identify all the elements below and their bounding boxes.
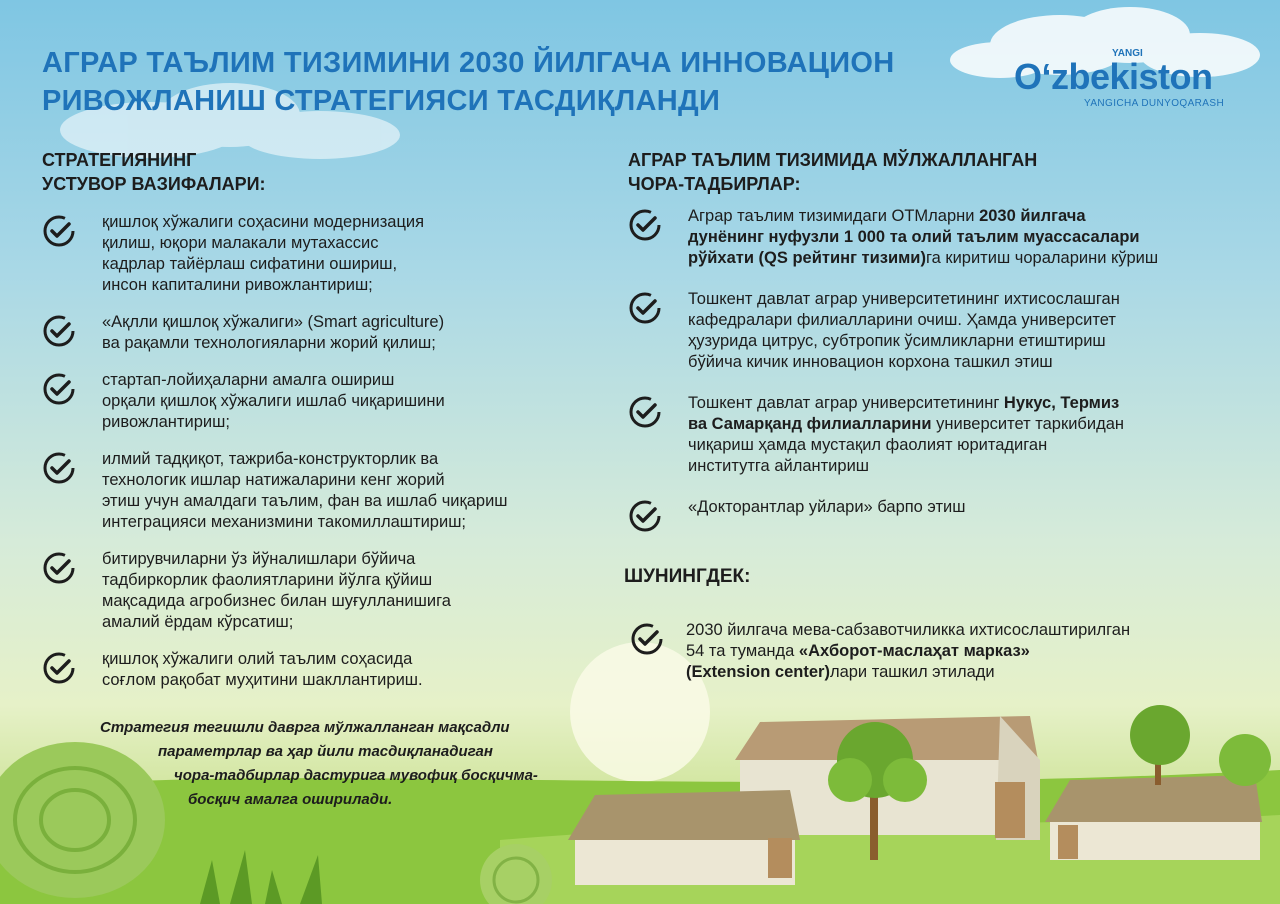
item-text bbox=[102, 370, 445, 433]
item-text bbox=[688, 289, 1120, 373]
also-item bbox=[630, 620, 1260, 683]
text-line: 2030 йилгача мева-сабзавотчиликка ихтисослаштирилган bbox=[686, 621, 1131, 639]
text-line: 54 та туманда bbox=[686, 642, 799, 660]
list-item bbox=[628, 497, 1258, 533]
note-line: Стратегия тегишли даврга мўлжалланган мақсадли bbox=[100, 719, 510, 736]
item-text bbox=[686, 620, 1130, 683]
brand-logo bbox=[1014, 24, 1244, 109]
text-line: технологик ишлар натижаларини кенг жорий bbox=[102, 471, 445, 489]
text-line: «Ақлли қишлоқ хўжалиги» (Smart agriculture) bbox=[102, 313, 445, 331]
text-line: орқали қишлоқ хўжалиги ишлаб чиқаришини bbox=[102, 392, 445, 410]
page-title bbox=[42, 44, 942, 120]
text-line: илмий тадқиқот, тажриба-конструкторлик ва bbox=[102, 450, 439, 468]
measures-list bbox=[628, 206, 1258, 533]
list-item bbox=[42, 370, 602, 433]
check-circle-icon bbox=[42, 372, 76, 406]
text-line: амалий ёрдам кўрсатиш; bbox=[102, 613, 294, 631]
item-text bbox=[102, 449, 508, 533]
check-circle-icon bbox=[42, 314, 76, 348]
title-line-1: АГРАР ТАЪЛИМ ТИЗИМИНИ 2030 ЙИЛГАЧА ИННОВАЦИОН bbox=[42, 47, 895, 79]
heading-line-1: СТРАТЕГИЯНИНГ bbox=[42, 150, 197, 170]
text-line: битирувчиларни ўз йўналишлари бўйича bbox=[102, 550, 416, 568]
text-line: га киритиш чораларини кўриш bbox=[925, 249, 1159, 267]
also-heading: ШУНИНГДЕК: bbox=[624, 566, 751, 587]
text-bold: ва Самарқанд филиалларини bbox=[688, 415, 932, 433]
text-bold: дунёнинг нуфузли 1 000 та олий таълим муассасалари bbox=[688, 228, 1140, 246]
text-line: ҳузурида цитрус, субтропик ўсимликларни етиштириш bbox=[688, 332, 1106, 350]
text-line: Тошкент давлат аграр университетининг ихтисослашган bbox=[688, 290, 1120, 308]
priority-tasks-section bbox=[42, 148, 602, 707]
text-line: ривожлантириш; bbox=[102, 413, 230, 431]
item-text bbox=[688, 206, 1158, 269]
check-circle-icon bbox=[42, 451, 76, 485]
text-bold: (Extension center) bbox=[686, 663, 830, 681]
list-item bbox=[42, 649, 602, 691]
text-line: инсон капиталини ривожлантириш; bbox=[102, 276, 373, 294]
logo-prefix: YANGI bbox=[1112, 48, 1143, 59]
heading-line-2: УСТУВОР ВАЗИФАЛАРИ: bbox=[42, 174, 266, 194]
check-circle-icon bbox=[628, 208, 662, 242]
list-item bbox=[42, 312, 602, 354]
item-text bbox=[102, 549, 451, 633]
measures-section bbox=[628, 148, 1258, 553]
text-bold: «Ахборот-маслаҳат марказ» bbox=[798, 642, 1030, 660]
strategy-note bbox=[100, 716, 600, 812]
list-item bbox=[42, 212, 602, 296]
text-line: чиқариш ҳамда мустақил фаолият юритадиган bbox=[688, 436, 1048, 454]
check-circle-icon bbox=[628, 395, 662, 429]
text-line: университет таркибидан bbox=[931, 415, 1124, 433]
logo-wordmark: O‘zbekiston bbox=[1014, 56, 1213, 97]
check-circle-icon bbox=[42, 214, 76, 248]
text-line: «Докторантлар уйлари» барпо этиш bbox=[688, 498, 966, 516]
heading-line-2: ЧОРА-ТАДБИРЛАР: bbox=[628, 174, 801, 194]
text-line: кадрлар тайёрлаш сифатини ошириш, bbox=[102, 255, 398, 273]
text-line: Тошкент давлат аграр университетининг bbox=[688, 394, 1004, 412]
item-text bbox=[688, 497, 966, 518]
heading-line-1: АГРАР ТАЪЛИМ ТИЗИМИДА МЎЛЖАЛЛАНГАН bbox=[628, 150, 1038, 170]
text-line: мақсадида агробизнес билан шуғулланишига bbox=[102, 592, 451, 610]
text-line: соғлом рақобат муҳитини шакллантириш. bbox=[102, 671, 423, 689]
text-bold: Нукус, Термиз bbox=[1003, 394, 1120, 412]
list-item bbox=[628, 289, 1258, 373]
text-bold: 2030 йилгача bbox=[979, 207, 1086, 225]
list-item bbox=[628, 393, 1258, 477]
priority-tasks-list bbox=[42, 212, 602, 691]
measures-heading bbox=[628, 148, 1258, 196]
check-circle-icon bbox=[42, 551, 76, 585]
note-line: параметрлар ва ҳар йили тасдиқланадиган bbox=[158, 743, 493, 760]
item-text bbox=[102, 312, 444, 354]
logo-tagline: YANGICHA DUNYOQARASH bbox=[1084, 98, 1225, 109]
text-line: ва рақамли технологияларни жорий қилиш; bbox=[102, 334, 436, 352]
item-text bbox=[102, 212, 424, 296]
text-line: интеграцияси механизмини такомиллаштириш; bbox=[102, 513, 467, 531]
text-line: қилиш, юқори малакали мутахассис bbox=[102, 234, 379, 252]
title-line-2: РИВОЖЛАНИШ СТРАТЕГИЯСИ ТАСДИҚЛАНДИ bbox=[42, 85, 721, 117]
check-circle-icon bbox=[42, 651, 76, 685]
text-line: институтга айлантириш bbox=[688, 457, 870, 475]
priority-tasks-heading bbox=[42, 148, 602, 196]
note-line: босқич амалга оширилади. bbox=[188, 791, 393, 808]
note-line: чора-тадбирлар дастурига мувофиқ босқичма- bbox=[174, 767, 538, 784]
item-text bbox=[688, 393, 1124, 477]
check-circle-icon bbox=[628, 291, 662, 325]
text-line: лари ташкил этилади bbox=[829, 663, 995, 681]
text-line: кафедралари филиалларини очиш. Ҳамда университет bbox=[688, 311, 1116, 329]
text-line: қишлоқ хўжалиги соҳасини модернизация bbox=[102, 213, 425, 231]
text-line: бўйича кичик инновацион корхона ташкил этиш bbox=[688, 353, 1053, 371]
text-line: тадбиркорлик фаолиятларини йўлга қўйиш bbox=[102, 571, 433, 589]
text-bold: рўйхати (QS рейтинг тизими) bbox=[688, 249, 926, 267]
check-circle-icon bbox=[630, 622, 664, 656]
text-line: стартап-лойиҳаларни амалга ошириш bbox=[102, 371, 395, 389]
list-item bbox=[628, 206, 1258, 269]
check-circle-icon bbox=[628, 499, 662, 533]
list-item bbox=[42, 549, 602, 633]
text-line: этиш учун амалдаги таълим, фан ва ишлаб чиқариш bbox=[102, 492, 508, 510]
text-line: Аграр таълим тизимидаги ОТМларни bbox=[688, 207, 980, 225]
item-text bbox=[102, 649, 423, 691]
list-item bbox=[42, 449, 602, 533]
text-line: қишлоқ хўжалиги олий таълим соҳасида bbox=[102, 650, 413, 668]
